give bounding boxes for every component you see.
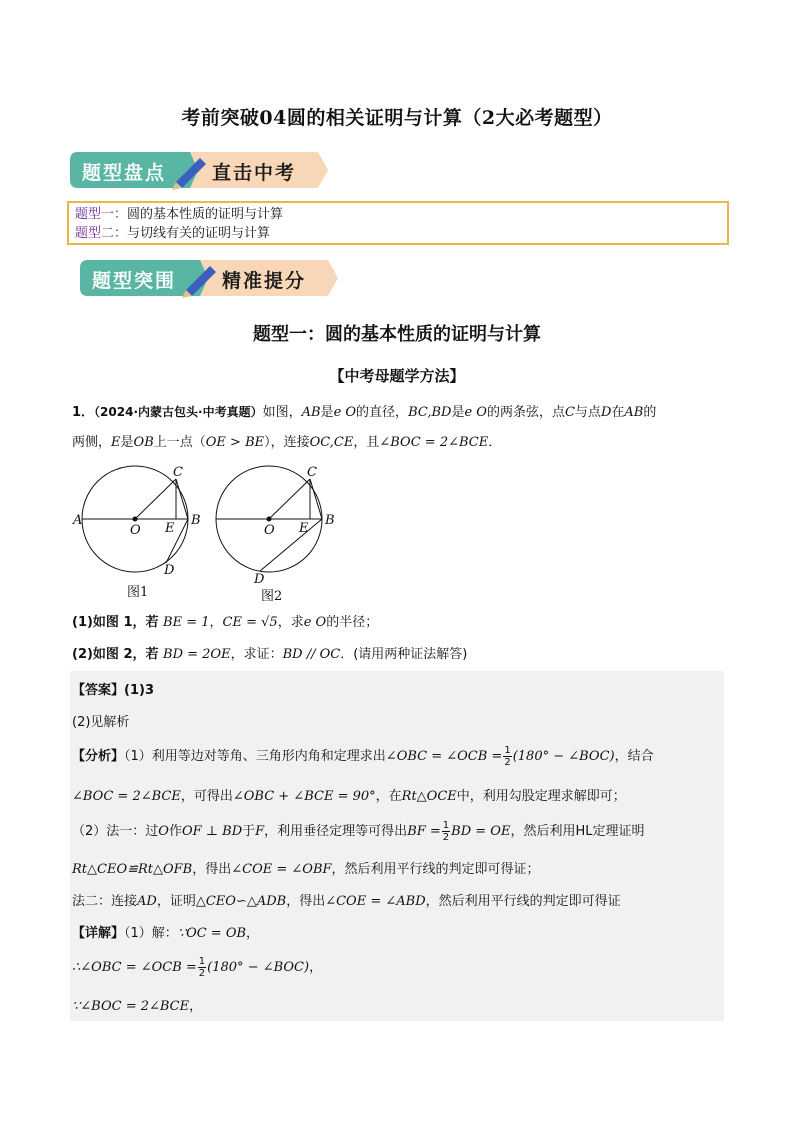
label-D: D [254,572,265,587]
analysis-line-4: Rt△CEO≌Rt△OFB，得出∠COE = ∠OBF，然后利用平行线的判定即可得证； [72,862,540,877]
toc-item[interactable]: 题型二：与切线有关的证明与计算 [75,226,271,241]
figure-1 [82,466,188,572]
figure-1-caption: 图1 [127,585,149,600]
banner-left-text: 题型突围 [92,270,177,292]
label-B: B [191,513,201,528]
label-O: O [264,523,275,538]
answer-line-2: (2)见解析 [72,715,130,730]
label-E: E [165,521,175,536]
banner-overview [68,150,330,190]
detail-line-2: ∴∠OBC = ∠OCB = $\frac{1}{2}$ (180° − ∠BOC)， [72,956,323,979]
figure-2 [216,466,322,572]
problem-line-1: 1．（2024·内蒙古包头·中考真题）如图，AB是e O的直径，BC,BD是e O的两条弦，点C与点D在AB的 [72,405,657,420]
analysis-line-5: 法二：连接AD，证明△CEO∽△ADB，得出∠COE = ∠ABD，然后利用平行线的判定即可得证 [72,894,621,909]
banner-left-text: 题型盘点 [82,162,167,184]
detail-line-3: ∵∠BOC = 2∠BCE， [72,999,203,1014]
label-B: B [325,513,335,528]
label-O: O [130,523,141,538]
problem-line-2: 两侧，E是OB上一点（OE > BE），连接OC,CE，且∠BOC = 2∠BCE． [72,435,502,450]
toc-box [67,201,729,245]
answer-line-1: 【答案】(1)3 [72,683,154,698]
sub-question-2: (2)如图 2，若 BD = 2OE，求证：BD // OC．(请用两种证法解答) [72,647,468,662]
figure-2-caption: 图2 [261,589,283,604]
geometry-figures [70,462,350,612]
sub-question-1: (1)如图 1，若 BE = 1，CE = √5，求e O的半径； [72,615,379,630]
detail-line-1: 【详解】（1）解：∵OC = OB， [72,926,260,941]
label-E: E [299,521,309,536]
banner-right-text: 精准提分 [222,270,307,292]
label-C: C [173,465,183,480]
method-title: 【中考母题学方法】 [329,367,465,385]
label-C: C [307,465,317,480]
analysis-line-3: （2）法一：过O作OF ⊥ BD于F，利用垂径定理等可得出BF = $\frac{1}{2}$ BD = OE，然后利用HL定理证明 [72,820,645,843]
label-A: A [73,513,83,528]
page-title: 考前突破04圆的相关证明与计算（2大必考题型） [181,107,613,129]
banner-breakthrough [78,258,340,298]
toc-item[interactable]: 题型一：圆的基本性质的证明与计算 [75,207,284,222]
section-title: 题型一：圆的基本性质的证明与计算 [253,324,541,345]
banner-right-text: 直击中考 [212,162,297,184]
label-D: D [164,563,175,578]
analysis-line-1: 【分析】（1）利用等边对等角、三角形内角和定理求出∠OBC = ∠OCB = $\frac{1}{2}$ (180° − ∠BOC)，结合 [72,745,654,768]
analysis-line-2: ∠BOC = 2∠BCE，可得出∠OBC + ∠BCE = 90°，在Rt△OCE中，利用勾股定理求解即可； [72,789,626,804]
